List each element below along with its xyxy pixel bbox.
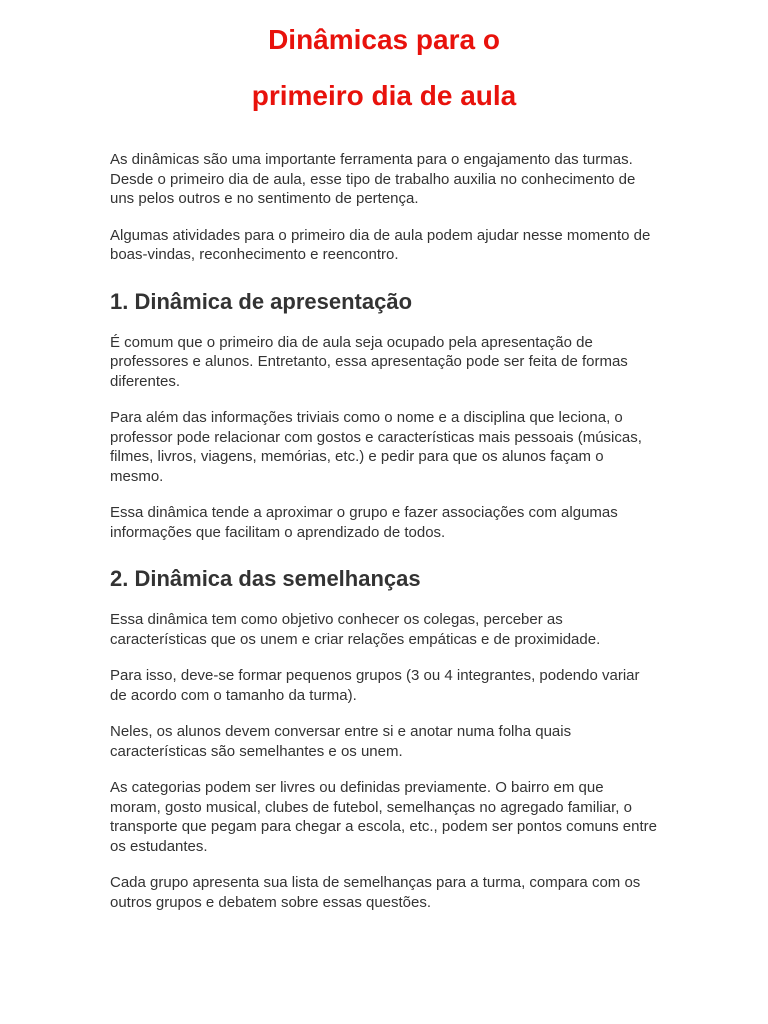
section-1-paragraph-1: É comum que o primeiro dia de aula seja ocupado pela apresentação de professores e alunos. Entretanto, essa apresentação pode ser feita de formas diferentes. [110,333,628,390]
section-2-paragraph-1: Essa dinâmica tem como objetivo conhecer os colegas, perceber as características que os unem e criar relações empáticas e de proximidade. [110,611,601,648]
document-title [110,26,658,110]
title-line-2: primeiro dia de aula [251,80,517,111]
intro-paragraph-1: As dinâmicas são uma importante ferramenta para o engajamento das turmas. Desde o primeiro dia de aula, esse tipo de trabalho auxilia no conhecimento de uns pelos outros e no sentimento de pertença. [110,151,636,207]
section-2-heading: 2. Dinâmica das semelhanças [110,566,421,591]
section-1-paragraph-2: Para além das informações triviais como o nome e a disciplina que leciona, o professor pode relacionar com gostos e características mais pessoais (músicas, filmes, livros, viagens, memórias, etc.) e pedir para que os alunos façam o mesmo. [110,409,642,485]
section-1-heading: 1. Dinâmica de apresentação [110,288,413,314]
section-1-paragraph-3: Essa dinâmica tende a aproximar o grupo e fazer associações com algumas informações que facilitam o aprendizado de todos. [110,504,618,541]
intro-paragraph-2: Algumas atividades para o primeiro dia de aula podem ajudar nesse momento de boas-vindas, reconhecimento e reencontro. [110,226,651,263]
title-line-1: Dinâmicas para o [268,24,500,55]
section-2-paragraph-4: As categorias podem ser livres ou definidas previamente. O bairro em que moram, gosto musical, clubes de futebol, semelhanças no agregado familiar, o transporte que pegam para chegar a escola, etc., podem ser pontos comuns entre os estudantes. [110,779,657,855]
section-2-paragraph-2: Para isso, deve-se formar pequenos grupos (3 ou 4 integrantes, podendo variar de acordo com o tamanho da turma). [110,667,640,704]
section-2-paragraph-5: Cada grupo apresenta sua lista de semelhanças para a turma, compara com os outros grupos e debatem sobre essas questões. [110,874,641,911]
section-2-paragraph-3: Neles, os alunos devem conversar entre si e anotar numa folha quais características são semelhantes e os unem. [110,723,572,760]
